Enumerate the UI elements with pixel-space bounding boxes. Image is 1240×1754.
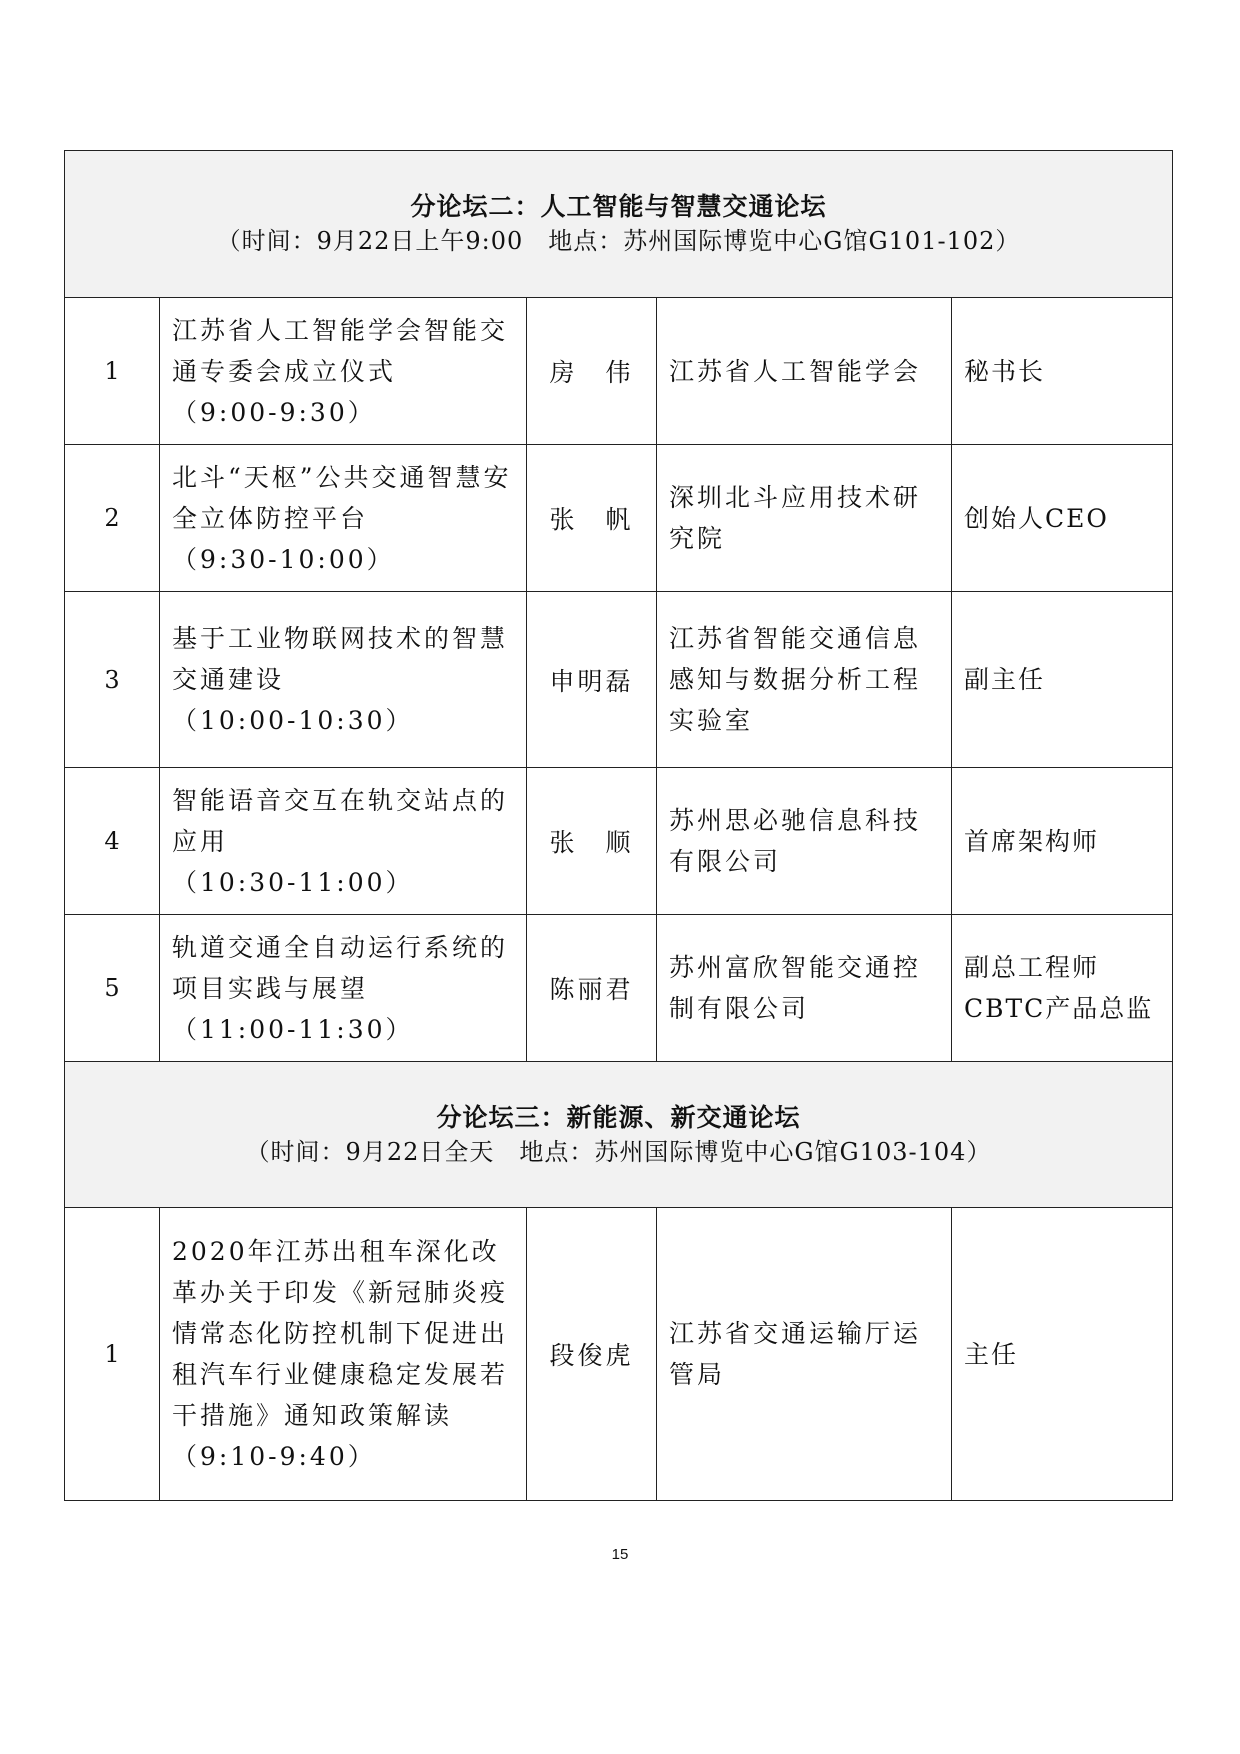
row-number: 1 [65, 1208, 160, 1501]
row-number: 5 [65, 915, 160, 1062]
row-organization: 江苏省交通运输厅运管局 [657, 1208, 952, 1501]
row-number: 1 [65, 298, 160, 445]
row-speaker: 张 顺 [527, 768, 657, 915]
row-speaker: 张 帆 [527, 445, 657, 592]
row-speaker: 陈丽君 [527, 915, 657, 1062]
row-role: 首席架构师 [952, 768, 1173, 915]
topic-text: 轨道交通全自动运行系统的项目实践与展望 [172, 932, 509, 1003]
row-organization: 深圳北斗应用技术研究院 [657, 445, 952, 592]
forum3-title: 分论坛三：新能源、新交通论坛 [436, 1102, 801, 1132]
forum2-subtitle: （时间：9月22日上午9:00 地点：苏州国际博览中心G馆G101-102） [216, 227, 1021, 255]
topic-time: （11:00-11:30） [172, 1014, 414, 1044]
table-row [65, 1208, 1173, 1501]
forum3-header [65, 1062, 1173, 1208]
row-topic [160, 768, 527, 915]
row-organization: 苏州富欣智能交通控制有限公司 [657, 915, 952, 1062]
topic-time: （9:00-9:30） [172, 397, 376, 427]
row-topic [160, 592, 527, 768]
row-speaker: 申明磊 [527, 592, 657, 768]
table-row [65, 445, 1173, 592]
agenda-table [64, 150, 1173, 1501]
row-organization: 江苏省智能交通信息感知与数据分析工程实验室 [657, 592, 952, 768]
row-number: 3 [65, 592, 160, 768]
row-role: 主任 [952, 1208, 1173, 1501]
row-topic [160, 915, 527, 1062]
table-row [65, 915, 1173, 1062]
row-role: 副主任 [952, 592, 1173, 768]
forum3-header-row [65, 1062, 1173, 1208]
row-role: 秘书长 [952, 298, 1173, 445]
row-role: 副总工程师 CBTC产品总监 [952, 915, 1173, 1062]
row-speaker: 房 伟 [527, 298, 657, 445]
table-row [65, 592, 1173, 768]
row-organization: 苏州思必驰信息科技有限公司 [657, 768, 952, 915]
row-topic [160, 1208, 527, 1501]
row-number: 4 [65, 768, 160, 915]
topic-text: 基于工业物联网技术的智慧交通建设 [172, 624, 509, 694]
forum2-header-row [65, 151, 1173, 298]
topic-time: （10:00-10:30） [172, 706, 414, 735]
topic-time: （9:30-10:00） [172, 544, 395, 574]
topic-text: 北斗“天枢”公共交通智慧安全立体防控平台 [172, 462, 512, 533]
row-number: 2 [65, 445, 160, 592]
topic-text: 2020年江苏出租车深化改革办关于印发《新冠肺炎疫情常态化防控机制下促进出租汽车行业健康稳定发展若干措施》通知政策解读 [172, 1237, 509, 1430]
row-role: 创始人CEO [952, 445, 1173, 592]
page-number: 15 [611, 1546, 629, 1563]
row-topic [160, 298, 527, 445]
forum3-subtitle: （时间：9月22日全天 地点：苏州国际博览中心G馆G103-104） [245, 1137, 992, 1166]
row-speaker: 段俊虎 [527, 1208, 657, 1501]
topic-time: （9:10-9:40） [172, 1442, 376, 1471]
topic-text: 江苏省人工智能学会智能交通专委会成立仪式 [172, 315, 509, 386]
topic-time: （10:30-11:00） [172, 867, 414, 897]
row-topic [160, 445, 527, 592]
forum2-header [65, 151, 1173, 298]
forum2-title: 分论坛二：人工智能与智慧交通论坛 [410, 192, 827, 221]
table-row [65, 298, 1173, 445]
row-organization: 江苏省人工智能学会 [657, 298, 952, 445]
table-row [65, 768, 1173, 915]
topic-text: 智能语音交互在轨交站点的应用 [172, 785, 509, 856]
